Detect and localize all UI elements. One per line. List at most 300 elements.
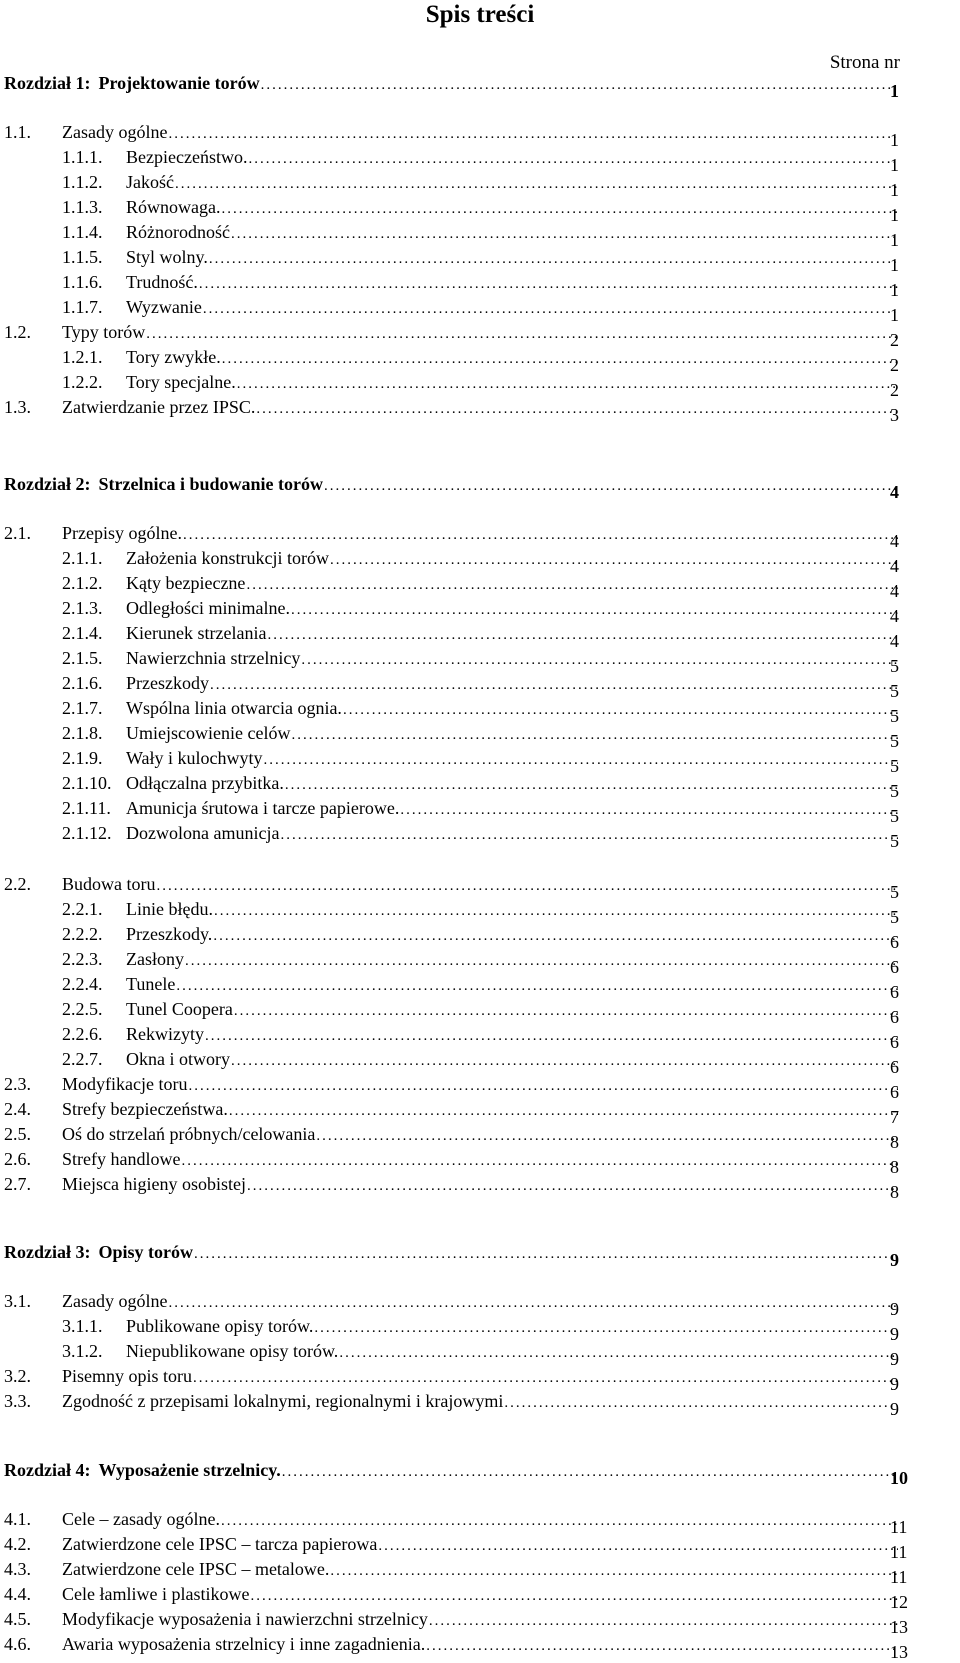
toc-entry-number: 3.3. — [4, 1391, 31, 1411]
toc-page-number: 6 — [890, 1007, 899, 1027]
toc-entry — [4, 747, 898, 771]
toc-entry-number: 1.1. — [4, 122, 31, 142]
toc-entry-row[interactable] — [4, 346, 960, 375]
dot-leader — [316, 1125, 898, 1147]
toc-entry-row[interactable] — [4, 1533, 960, 1562]
toc-entry-label: Pisemny opis toru — [62, 1366, 193, 1386]
toc-entry-number: 2.7. — [4, 1174, 31, 1194]
toc-entry-number: 2.1.6. — [62, 673, 103, 693]
toc-entry-label: Budowa toru — [62, 874, 156, 894]
toc-entry-number: Rozdział 1: — [4, 73, 91, 93]
toc-entry — [4, 772, 898, 796]
toc-entry-label: Amunicja śrutowa i tarcze papierowe. — [126, 798, 400, 818]
toc-entry-label: Wyzwanie — [126, 297, 202, 317]
toc-entry — [4, 572, 898, 596]
toc-entry — [4, 271, 898, 295]
toc-page-number: 2 — [890, 355, 899, 375]
toc-entry-row[interactable] — [4, 1173, 960, 1202]
toc-entry-number: 1.1.1. — [62, 147, 103, 167]
toc-entry-row[interactable] — [4, 998, 960, 1027]
toc-chapter-row[interactable] — [4, 1241, 960, 1270]
toc-entry-row[interactable] — [4, 321, 960, 350]
toc-entry — [4, 221, 898, 245]
toc-entry-number: 2.5. — [4, 1124, 31, 1144]
toc-entry-row[interactable] — [4, 1023, 960, 1052]
toc-entry-row[interactable] — [4, 923, 960, 952]
dot-leader — [146, 323, 898, 345]
toc-page-number: 9 — [890, 1324, 899, 1344]
toc-entry-row[interactable] — [4, 171, 960, 200]
toc-entry-number: 2.1.9. — [62, 748, 103, 768]
toc-page-number: 1 — [890, 130, 899, 150]
toc-entry-label: Zatwierdzone cele IPSC – tarcza papierowa — [62, 1534, 378, 1554]
toc-page-number: 5 — [890, 907, 899, 927]
toc-entry — [4, 321, 898, 345]
dot-leader — [231, 1050, 898, 1072]
toc-entry-label: Umiejscowienie celów — [126, 723, 291, 743]
toc-page-number: 1 — [890, 205, 899, 225]
toc-page-number: 6 — [890, 932, 899, 952]
toc-entry-number: 2.1.12. — [62, 823, 112, 843]
toc-entry-row[interactable] — [4, 1048, 960, 1077]
toc-page-number: 12 — [890, 1592, 908, 1612]
toc-entry-label: Oś do strzelań próbnych/celowania — [62, 1124, 316, 1144]
toc-entry-label: Niepublikowane opisy torów. — [126, 1341, 339, 1361]
toc-page-number: 1 — [890, 180, 899, 200]
toc-entry-row[interactable] — [4, 1340, 960, 1369]
toc-entry-row[interactable] — [4, 722, 960, 751]
toc-entry-row[interactable] — [4, 1508, 960, 1537]
toc-entry — [4, 1173, 898, 1197]
toc-entry-label: Wyposażenie strzelnicy. — [98, 1460, 281, 1480]
dot-leader — [291, 599, 898, 621]
toc-entry-row[interactable] — [4, 948, 960, 977]
toc-entry — [4, 948, 898, 972]
dot-leader — [267, 624, 898, 646]
toc-entry-number: 2.1.8. — [62, 723, 103, 743]
dot-leader — [330, 549, 898, 571]
toc-entry-number: 1.1.3. — [62, 197, 103, 217]
toc-entry — [4, 396, 898, 420]
dot-leader — [193, 1367, 898, 1389]
toc-entry-row[interactable] — [4, 873, 960, 902]
dot-leader — [188, 1075, 898, 1097]
toc-entry-label: Strzelnica i budowanie torów — [98, 474, 323, 494]
toc-entry-label: Publikowane opisy torów. — [126, 1316, 314, 1336]
dot-leader — [175, 173, 898, 195]
toc-entry-label: Tory zwykłe. — [126, 347, 221, 367]
dot-leader — [203, 298, 898, 320]
toc-entry-number: 4.1. — [4, 1509, 31, 1529]
toc-page-number: 10 — [890, 1468, 908, 1488]
toc-entry-row[interactable] — [4, 1608, 960, 1637]
toc-entry-label: Zatwierdzanie przez IPSC. — [62, 397, 256, 417]
toc-entry — [4, 1241, 898, 1265]
toc-entry — [4, 522, 898, 546]
dot-leader — [210, 674, 898, 696]
toc-page-number: 7 — [890, 1107, 899, 1127]
toc-entry-row[interactable] — [4, 772, 960, 801]
toc-entry-label: Awaria wyposażenia strzelnicy i inne zagadnienia. — [62, 1634, 426, 1654]
toc-entry-row[interactable] — [4, 747, 960, 776]
toc-entry — [4, 622, 898, 646]
dot-leader — [256, 398, 898, 420]
toc-entry-number: Rozdział 4: — [4, 1460, 91, 1480]
dot-leader — [246, 574, 898, 596]
toc-entry — [4, 1558, 898, 1582]
toc-entry-label: Kierunek strzelania — [126, 623, 267, 643]
toc-entry-number: 2.2. — [4, 874, 31, 894]
dot-leader — [314, 1317, 898, 1339]
toc-page-number: 13 — [890, 1642, 908, 1662]
toc-entry — [4, 1098, 898, 1122]
toc-entry-label: Odległości minimalne. — [126, 598, 290, 618]
toc-entry — [4, 1508, 898, 1532]
toc-entry-label: Miejsca higieny osobistej — [62, 1174, 246, 1194]
toc-entry — [4, 1048, 898, 1072]
dot-leader — [285, 774, 898, 796]
toc-entry-number: 2.1.10. — [62, 773, 112, 793]
dot-leader — [157, 875, 899, 897]
toc-entry-row[interactable] — [4, 572, 960, 601]
toc-entry — [4, 923, 898, 947]
page-column-header: Strona nr — [829, 52, 900, 73]
table-of-contents — [4, 0, 960, 1662]
toc-entry-number: 2.4. — [4, 1099, 31, 1119]
toc-entry-number: 3.1.1. — [62, 1316, 103, 1336]
toc-entry-label: Zasady ogólne — [62, 122, 168, 142]
dot-leader — [221, 1510, 898, 1532]
toc-page-number: 1 — [890, 305, 899, 325]
toc-page-number: 3 — [890, 405, 899, 425]
page-title: Spis treści — [425, 1, 535, 28]
toc-entry-number: 2.2.1. — [62, 899, 103, 919]
toc-entry — [4, 1073, 898, 1097]
toc-page-number: 5 — [890, 681, 899, 701]
toc-entry-label: Tory specjalne. — [126, 372, 236, 392]
toc-entry-label: Zasady ogólne — [62, 1291, 168, 1311]
toc-entry-label: Kąty bezpieczne — [126, 573, 246, 593]
toc-entry — [4, 1390, 898, 1414]
toc-page-number: 6 — [890, 1082, 899, 1102]
dot-leader — [183, 524, 898, 546]
dot-leader — [343, 699, 898, 721]
dot-leader — [185, 950, 898, 972]
dot-leader — [181, 1150, 898, 1172]
dot-leader — [280, 824, 898, 846]
toc-entry-row[interactable] — [4, 1123, 960, 1152]
toc-entry-row[interactable] — [4, 822, 960, 851]
toc-page-number: 1 — [890, 255, 899, 275]
toc-entry-label: Różnorodność — [126, 222, 230, 242]
toc-entry-row[interactable] — [4, 296, 960, 325]
dot-leader — [264, 749, 898, 771]
toc-entry-label: Modyfikacje toru — [62, 1074, 188, 1094]
toc-entry-number: 2.1.4. — [62, 623, 103, 643]
toc-entry — [4, 346, 898, 370]
toc-page-number: 1 — [890, 155, 899, 175]
toc-page-number: 5 — [890, 882, 899, 902]
toc-entry — [4, 898, 898, 922]
toc-entry-label: Cele – zasady ogólne. — [62, 1509, 220, 1529]
toc-entry — [4, 973, 898, 997]
toc-page-number: 1 — [890, 230, 899, 250]
toc-entry — [4, 647, 898, 671]
toc-entry-label: Jakość — [126, 172, 174, 192]
toc-entry-row[interactable] — [4, 898, 960, 927]
toc-entry-row[interactable] — [4, 622, 960, 651]
toc-page-number: 9 — [890, 1349, 899, 1369]
dot-leader — [429, 1610, 898, 1632]
toc-entry-label: Opisy torów — [98, 1242, 193, 1262]
toc-page-number: 5 — [890, 781, 899, 801]
toc-page-number: 6 — [890, 957, 899, 977]
toc-entry — [4, 1533, 898, 1557]
toc-page-number: 9 — [890, 1399, 899, 1419]
toc-entry-number: 1.1.4. — [62, 222, 103, 242]
toc-entry-label: Wały i kulochwyty — [126, 748, 263, 768]
toc-entry-row[interactable] — [4, 246, 960, 275]
toc-entry-row[interactable] — [4, 973, 960, 1002]
toc-entry-number: 2.1.1. — [62, 548, 103, 568]
toc-entry-label: Strefy handlowe — [62, 1149, 181, 1169]
dot-leader — [199, 273, 898, 295]
dot-leader — [231, 223, 898, 245]
toc-entry-number: 4.6. — [4, 1634, 31, 1654]
toc-entry-row[interactable] — [4, 196, 960, 225]
toc-entry-row[interactable] — [4, 647, 960, 676]
toc-entry-row[interactable] — [4, 697, 960, 726]
toc-entry-label: Strefy bezpieczeństwa. — [62, 1099, 228, 1119]
toc-entry-label: Odłączalna przybitka. — [126, 773, 284, 793]
toc-entry-label: Rekwizyty — [126, 1024, 204, 1044]
toc-entry-row[interactable] — [4, 1073, 960, 1102]
toc-entry-number: 4.5. — [4, 1609, 31, 1629]
toc-entry — [4, 1340, 898, 1364]
toc-entry-number: 2.2.6. — [62, 1024, 103, 1044]
toc-entry-row[interactable] — [4, 221, 960, 250]
dot-leader — [176, 975, 898, 997]
toc-page-number: 9 — [890, 1299, 899, 1319]
toc-page-number: 11 — [890, 1542, 908, 1562]
toc-entry-row[interactable] — [4, 146, 960, 175]
dot-leader — [426, 1635, 898, 1657]
toc-page-number: 13 — [890, 1617, 908, 1637]
dot-leader — [248, 148, 898, 170]
toc-entry-row[interactable] — [4, 797, 960, 826]
toc-entry-row[interactable] — [4, 597, 960, 626]
toc-entry-number: 1.1.6. — [62, 272, 103, 292]
toc-entry-row[interactable] — [4, 1365, 960, 1394]
dot-leader — [205, 1025, 898, 1047]
toc-entry — [4, 822, 898, 846]
toc-entry-row[interactable] — [4, 271, 960, 300]
toc-page-number: 4 — [890, 556, 899, 576]
toc-entry-number: 1.1.5. — [62, 247, 103, 267]
toc-entry-number: 2.3. — [4, 1074, 31, 1094]
toc-chapter-row[interactable] — [4, 1459, 960, 1488]
toc-page-number: 5 — [890, 731, 899, 751]
toc-entry-number: 4.4. — [4, 1584, 31, 1604]
toc-page-number: 9 — [890, 1374, 899, 1394]
toc-entry-number: 1.1.2. — [62, 172, 103, 192]
toc-entry-number: 3.2. — [4, 1366, 31, 1386]
toc-entry-number: 2.2.2. — [62, 924, 103, 944]
toc-page-number: 5 — [890, 806, 899, 826]
toc-entry-label: Zasłony — [126, 949, 184, 969]
toc-entry-row[interactable] — [4, 1390, 960, 1419]
toc-entry-number: 2.1.3. — [62, 598, 103, 618]
toc-entry-number: 2.6. — [4, 1149, 31, 1169]
toc-entry-label: Trudność. — [126, 272, 198, 292]
toc-entry-number: 1.2. — [4, 322, 31, 342]
dot-leader — [282, 1461, 898, 1483]
toc-entry-label: Modyfikacje wyposażenia i nawierzchni strzelnicy — [62, 1609, 428, 1629]
toc-entry — [4, 473, 898, 497]
dot-leader — [229, 1100, 898, 1122]
toc-entry-row[interactable] — [4, 672, 960, 701]
toc-entry-number: 3.1. — [4, 1291, 31, 1311]
toc-entry-number: 1.3. — [4, 397, 31, 417]
toc-entry-number: 2.1. — [4, 523, 31, 543]
toc-entry-number: 4.3. — [4, 1559, 31, 1579]
toc-page-number: 2 — [890, 380, 899, 400]
toc-entry-label: Zatwierdzone cele IPSC – metalowe. — [62, 1559, 330, 1579]
toc-page-number: 2 — [890, 330, 899, 350]
toc-page-number: 8 — [890, 1132, 899, 1152]
toc-entry — [4, 1023, 898, 1047]
toc-entry-label: Projektowanie torów — [98, 73, 260, 93]
toc-page-number: 4 — [890, 606, 899, 626]
toc-entry-row[interactable] — [4, 371, 960, 400]
toc-entry — [4, 1315, 898, 1339]
toc-entry-number: 2.1.7. — [62, 698, 103, 718]
toc-entry-label: Przeszkody. — [126, 924, 213, 944]
toc-entry — [4, 1290, 898, 1314]
toc-entry-number: 2.2.3. — [62, 949, 103, 969]
toc-entry-row[interactable] — [4, 1098, 960, 1127]
toc-entry — [4, 873, 898, 897]
toc-page-number: 6 — [890, 1032, 899, 1052]
dot-leader — [221, 198, 898, 220]
toc-entry — [4, 371, 898, 395]
toc-entry-row[interactable] — [4, 1148, 960, 1177]
toc-entry-label: Styl wolny. — [126, 247, 208, 267]
toc-entry-number: 1.2.1. — [62, 347, 103, 367]
toc-entry-label: Typy torów — [62, 322, 146, 342]
toc-entry-label: Przepisy ogólne. — [62, 523, 182, 543]
toc-entry — [4, 998, 898, 1022]
dot-leader — [168, 1292, 898, 1314]
dot-leader — [209, 248, 898, 270]
toc-entry — [4, 146, 898, 170]
dot-leader — [234, 1000, 898, 1022]
dot-leader — [400, 799, 898, 821]
toc-entry-label: Cele łamliwe i plastikowe — [62, 1584, 250, 1604]
toc-entry-number: 2.1.2. — [62, 573, 103, 593]
toc-page-number: 5 — [890, 656, 899, 676]
toc-entry — [4, 72, 898, 96]
toc-entry-label: Równowaga. — [126, 197, 221, 217]
toc-entry — [4, 547, 898, 571]
toc-entry-number: 2.2.5. — [62, 999, 103, 1019]
dot-leader — [291, 724, 898, 746]
dot-leader — [222, 348, 898, 370]
toc-chapter-row[interactable] — [4, 473, 960, 502]
toc-entry-row[interactable] — [4, 547, 960, 576]
toc-entry — [4, 1148, 898, 1172]
dot-leader — [214, 900, 898, 922]
toc-entry-number: Rozdział 3: — [4, 1242, 91, 1262]
toc-page-number: 1 — [890, 280, 899, 300]
toc-entry-number: 2.2.4. — [62, 974, 103, 994]
toc-chapter-row[interactable] — [4, 72, 960, 101]
toc-entry-number: 2.2.7. — [62, 1049, 103, 1069]
toc-page-number: 8 — [890, 1157, 899, 1177]
toc-page-number: 4 — [890, 482, 899, 502]
toc-entry — [4, 1583, 898, 1607]
toc-entry-label: Wspólna linia otwarcia ognia. — [126, 698, 342, 718]
toc-page-number: 9 — [890, 1250, 899, 1270]
toc-page-number: 4 — [890, 581, 899, 601]
toc-entry-row[interactable] — [4, 1583, 960, 1612]
toc-entry — [4, 697, 898, 721]
toc-entry — [4, 296, 898, 320]
toc-entry — [4, 797, 898, 821]
toc-page-number: 6 — [890, 982, 899, 1002]
dot-leader — [339, 1342, 898, 1364]
toc-entry — [4, 196, 898, 220]
toc-entry-number: 4.2. — [4, 1534, 31, 1554]
dot-leader — [213, 925, 898, 947]
toc-page-number: 5 — [890, 756, 899, 776]
toc-entry-row[interactable] — [4, 522, 960, 551]
toc-entry-row[interactable] — [4, 1558, 960, 1587]
toc-entry — [4, 1123, 898, 1147]
toc-entry — [4, 1365, 898, 1389]
dot-leader — [504, 1392, 898, 1414]
toc-entry-row[interactable] — [4, 121, 960, 150]
toc-entry-label: Tunel Coopera — [126, 999, 233, 1019]
toc-entry — [4, 1633, 898, 1657]
toc-entry — [4, 672, 898, 696]
toc-entry-number: 2.1.11. — [62, 798, 111, 818]
toc-entry-number: 3.1.2. — [62, 1341, 103, 1361]
toc-entry-label: Zgodność z przepisami lokalnymi, regionalnymi i krajowymi — [62, 1391, 504, 1411]
dot-leader — [301, 649, 898, 671]
toc-entry — [4, 121, 898, 145]
toc-entry-row[interactable] — [4, 1315, 960, 1344]
toc-entry — [4, 1459, 898, 1483]
dot-leader — [250, 1585, 898, 1607]
dot-leader — [247, 1175, 898, 1197]
toc-page-number: 4 — [890, 531, 899, 551]
toc-entry — [4, 722, 898, 746]
toc-entry — [4, 1608, 898, 1632]
toc-page-number: 5 — [890, 706, 899, 726]
toc-entry — [4, 246, 898, 270]
dot-leader — [261, 74, 898, 96]
dot-leader — [324, 475, 898, 497]
dot-leader — [168, 123, 898, 145]
toc-entry-label: Okna i otwory — [126, 1049, 230, 1069]
toc-entry-row[interactable] — [4, 1290, 960, 1319]
toc-page-number: 1 — [890, 81, 899, 101]
dot-leader — [378, 1535, 898, 1557]
toc-entry — [4, 171, 898, 195]
toc-page-number: 4 — [890, 631, 899, 651]
toc-entry-row[interactable] — [4, 396, 960, 425]
